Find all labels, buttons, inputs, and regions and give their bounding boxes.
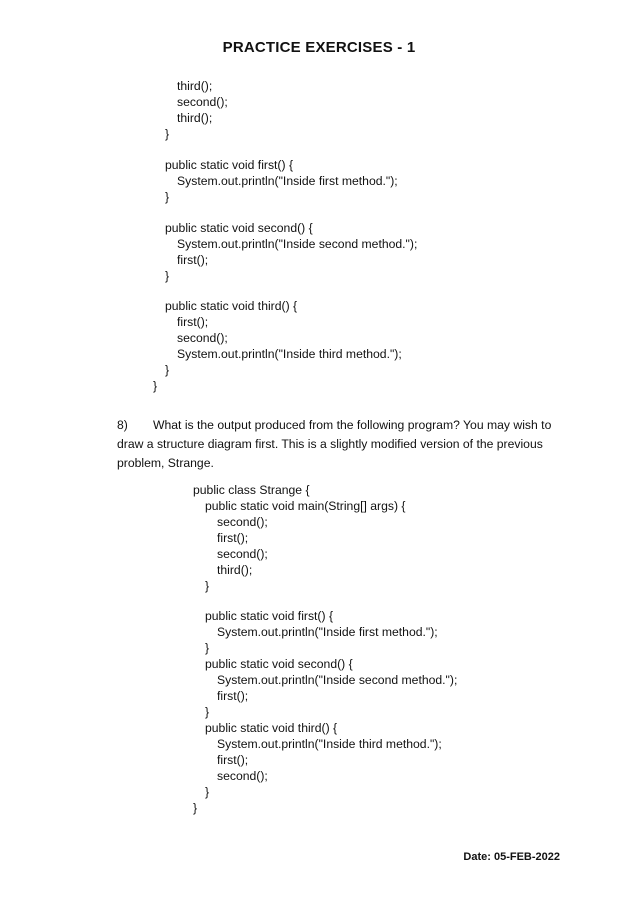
document-date: Date: 05-FEB-2022: [463, 851, 560, 863]
code-line: second();: [217, 769, 268, 783]
code-line: first();: [177, 253, 209, 267]
code-line: second();: [177, 331, 228, 345]
code-line: }: [205, 705, 210, 719]
code-line: }: [165, 269, 170, 283]
code-line: }: [153, 379, 158, 393]
code-line: System.out.println("Inside third method.");: [217, 737, 442, 751]
code-line: public class Strange {: [193, 483, 310, 497]
code-line: }: [165, 190, 170, 204]
code-line: System.out.println("Inside third method.");: [177, 347, 402, 361]
code-line: third();: [177, 79, 213, 93]
code-line: public static void third() {: [165, 299, 298, 313]
code-line: public static void main(String[] args) {: [205, 499, 406, 513]
code-line: System.out.println("Inside second method.");: [177, 237, 418, 251]
code-line: }: [205, 785, 210, 799]
code-line: third();: [177, 111, 213, 125]
code-line: public static void first() {: [165, 158, 294, 172]
code-line: second();: [217, 515, 268, 529]
code-line: System.out.println("Inside first method.");: [217, 625, 438, 639]
code-line: public static void second() {: [165, 221, 313, 235]
code-line: second();: [217, 547, 268, 561]
code-line: }: [165, 127, 170, 141]
question-8: [117, 416, 557, 473]
code-line: first();: [177, 315, 209, 329]
code-line: first();: [217, 753, 249, 767]
code-line: System.out.println("Inside second method.");: [217, 673, 458, 687]
code-line: }: [205, 641, 210, 655]
code-line: }: [165, 363, 170, 377]
page-title: PRACTICE EXERCISES - 1: [222, 39, 416, 56]
code-line: third();: [217, 563, 253, 577]
question-number: 8): [117, 418, 128, 432]
code-line: first();: [217, 531, 249, 545]
code-line: System.out.println("Inside first method.");: [177, 174, 398, 188]
code-line: second();: [177, 95, 228, 109]
code-line: public static void third() {: [205, 721, 338, 735]
code-line: first();: [217, 689, 249, 703]
question-text: What is the output produced from the following program? You may wish to draw a structure diagram first. This is a slightly modified version of the previous problem, Strange.: [117, 418, 552, 470]
code-line: }: [193, 801, 198, 815]
code-line: }: [205, 579, 210, 593]
code-line: public static void first() {: [205, 609, 334, 623]
code-line: public static void second() {: [205, 657, 353, 671]
